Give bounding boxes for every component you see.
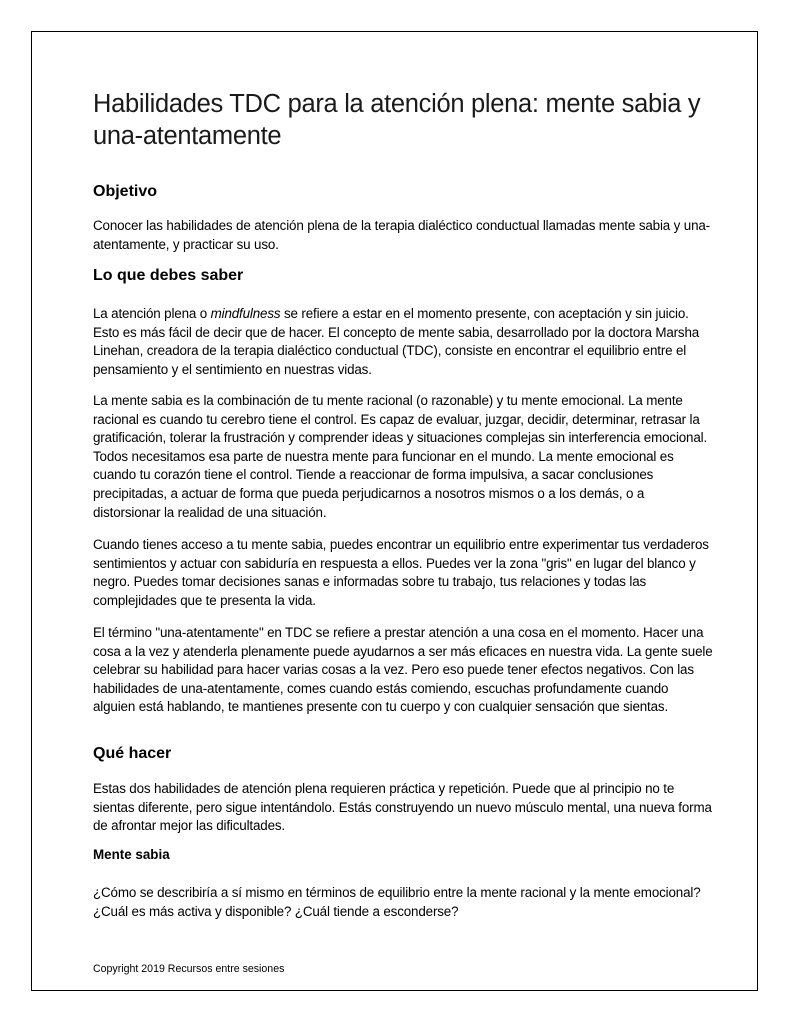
italic-mindfulness: mindfulness (210, 306, 281, 321)
paragraph-acceso-mente-sabia: Cuando tienes acceso a tu mente sabia, puedes encontrar un equilibrio entre experimentar tus verdaderos sentimientos y actuar con sabiduría en respuesta a ellos. Puedes ver la zona "gris" en lugar del blanco y negro. Puedes tomar decisiones sanas e informadas sobre tu trabajo, tus relaciones y todas las complejidades que te presenta la vida. (93, 537, 709, 608)
heading-objetivo: Objetivo (93, 183, 158, 200)
paragraph-objetivo: Conocer las habilidades de atención plena de la terapia dialéctico conductual llamadas mente sabia y una-atentamente, y practicar su uso. (93, 218, 710, 252)
document-title: Habilidades TDC para la atención plena: mente sabia y una-atentamente (93, 90, 701, 150)
question-mente-sabia: ¿Cómo se describiría a sí mismo en términos de equilibrio entre la mente racional y la mente emocional? ¿Cuál es más activa y disponible? ¿Cuál tiende a esconderse? (93, 885, 701, 919)
copyright-footer: Copyright 2019 Recursos entre sesiones (93, 963, 285, 975)
paragraph-atencion-plena (93, 305, 713, 379)
paragraph-atencion-plena-rest: se refiere a estar en el momento presente, con aceptación y sin juicio. Esto es más fácil de decir que de hacer. El concepto de mente sabia, desarrollado por la doctora Marsha Linehan, creadora de la terapia dialéctico conductual (TDC), consiste en encontrar el equilibrio entre el pensamiento y el sentimiento en nuestras vidas. (93, 306, 700, 377)
paragraph-una-atentamente: El término "una-atentamente" en TDC se refiere a prestar atención a una cosa en el momento. Hacer una cosa a la vez y atenderla plenamente puede ayudarnos a ser más eficaces en nuestra vida. La gente suele celebrar su habilidad para hacer varias cosas a la vez. Pero eso puede tener efectos negativos. Con las habilidades de una-atentamente, comes cuando estás comiendo, escuchas profundamente cuando alguien está hablando, te mantienes presente con tu cuerpo y con cualquier sensación que sientas. (93, 625, 713, 715)
subheading-mente-sabia: Mente sabia (93, 847, 170, 862)
heading-lo-que-debes-saber: Lo que debes saber (93, 267, 244, 284)
paragraph-atencion-plena-start: La atención plena o (93, 306, 211, 321)
paragraph-que-hacer: Estas dos habilidades de atención plena requieren práctica y repetición. Puede que al principio no te sientas diferente, pero sigue intentándolo. Estás construyendo un nuevo músculo mental, una nueva forma de afrontar mejor las dificultades. (93, 781, 712, 834)
heading-que-hacer: Qué hacer (93, 745, 172, 762)
paragraph-mente-sabia: La mente sabia es la combinación de tu mente racional (o razonable) y tu mente emocional. La mente racional es cuando tu cerebro tiene el control. Es capaz de evaluar, juzgar, decidir, determinar, retrasar la gratificación, tolerar la frustración y comprender ideas y situaciones complejas sin interferencia emocional. Todos necesitamos esa parte de nuestra mente para funcionar en el mundo. La mente emocional es cuando tu corazón tiene el control. Tiende a reaccionar de forma impulsiva, a sacar conclusiones precipitadas, a actuar de forma que pueda perjudicarnos a nosotros mismos o a los demás, o a distorsionar la realidad de una situación. (93, 393, 708, 520)
